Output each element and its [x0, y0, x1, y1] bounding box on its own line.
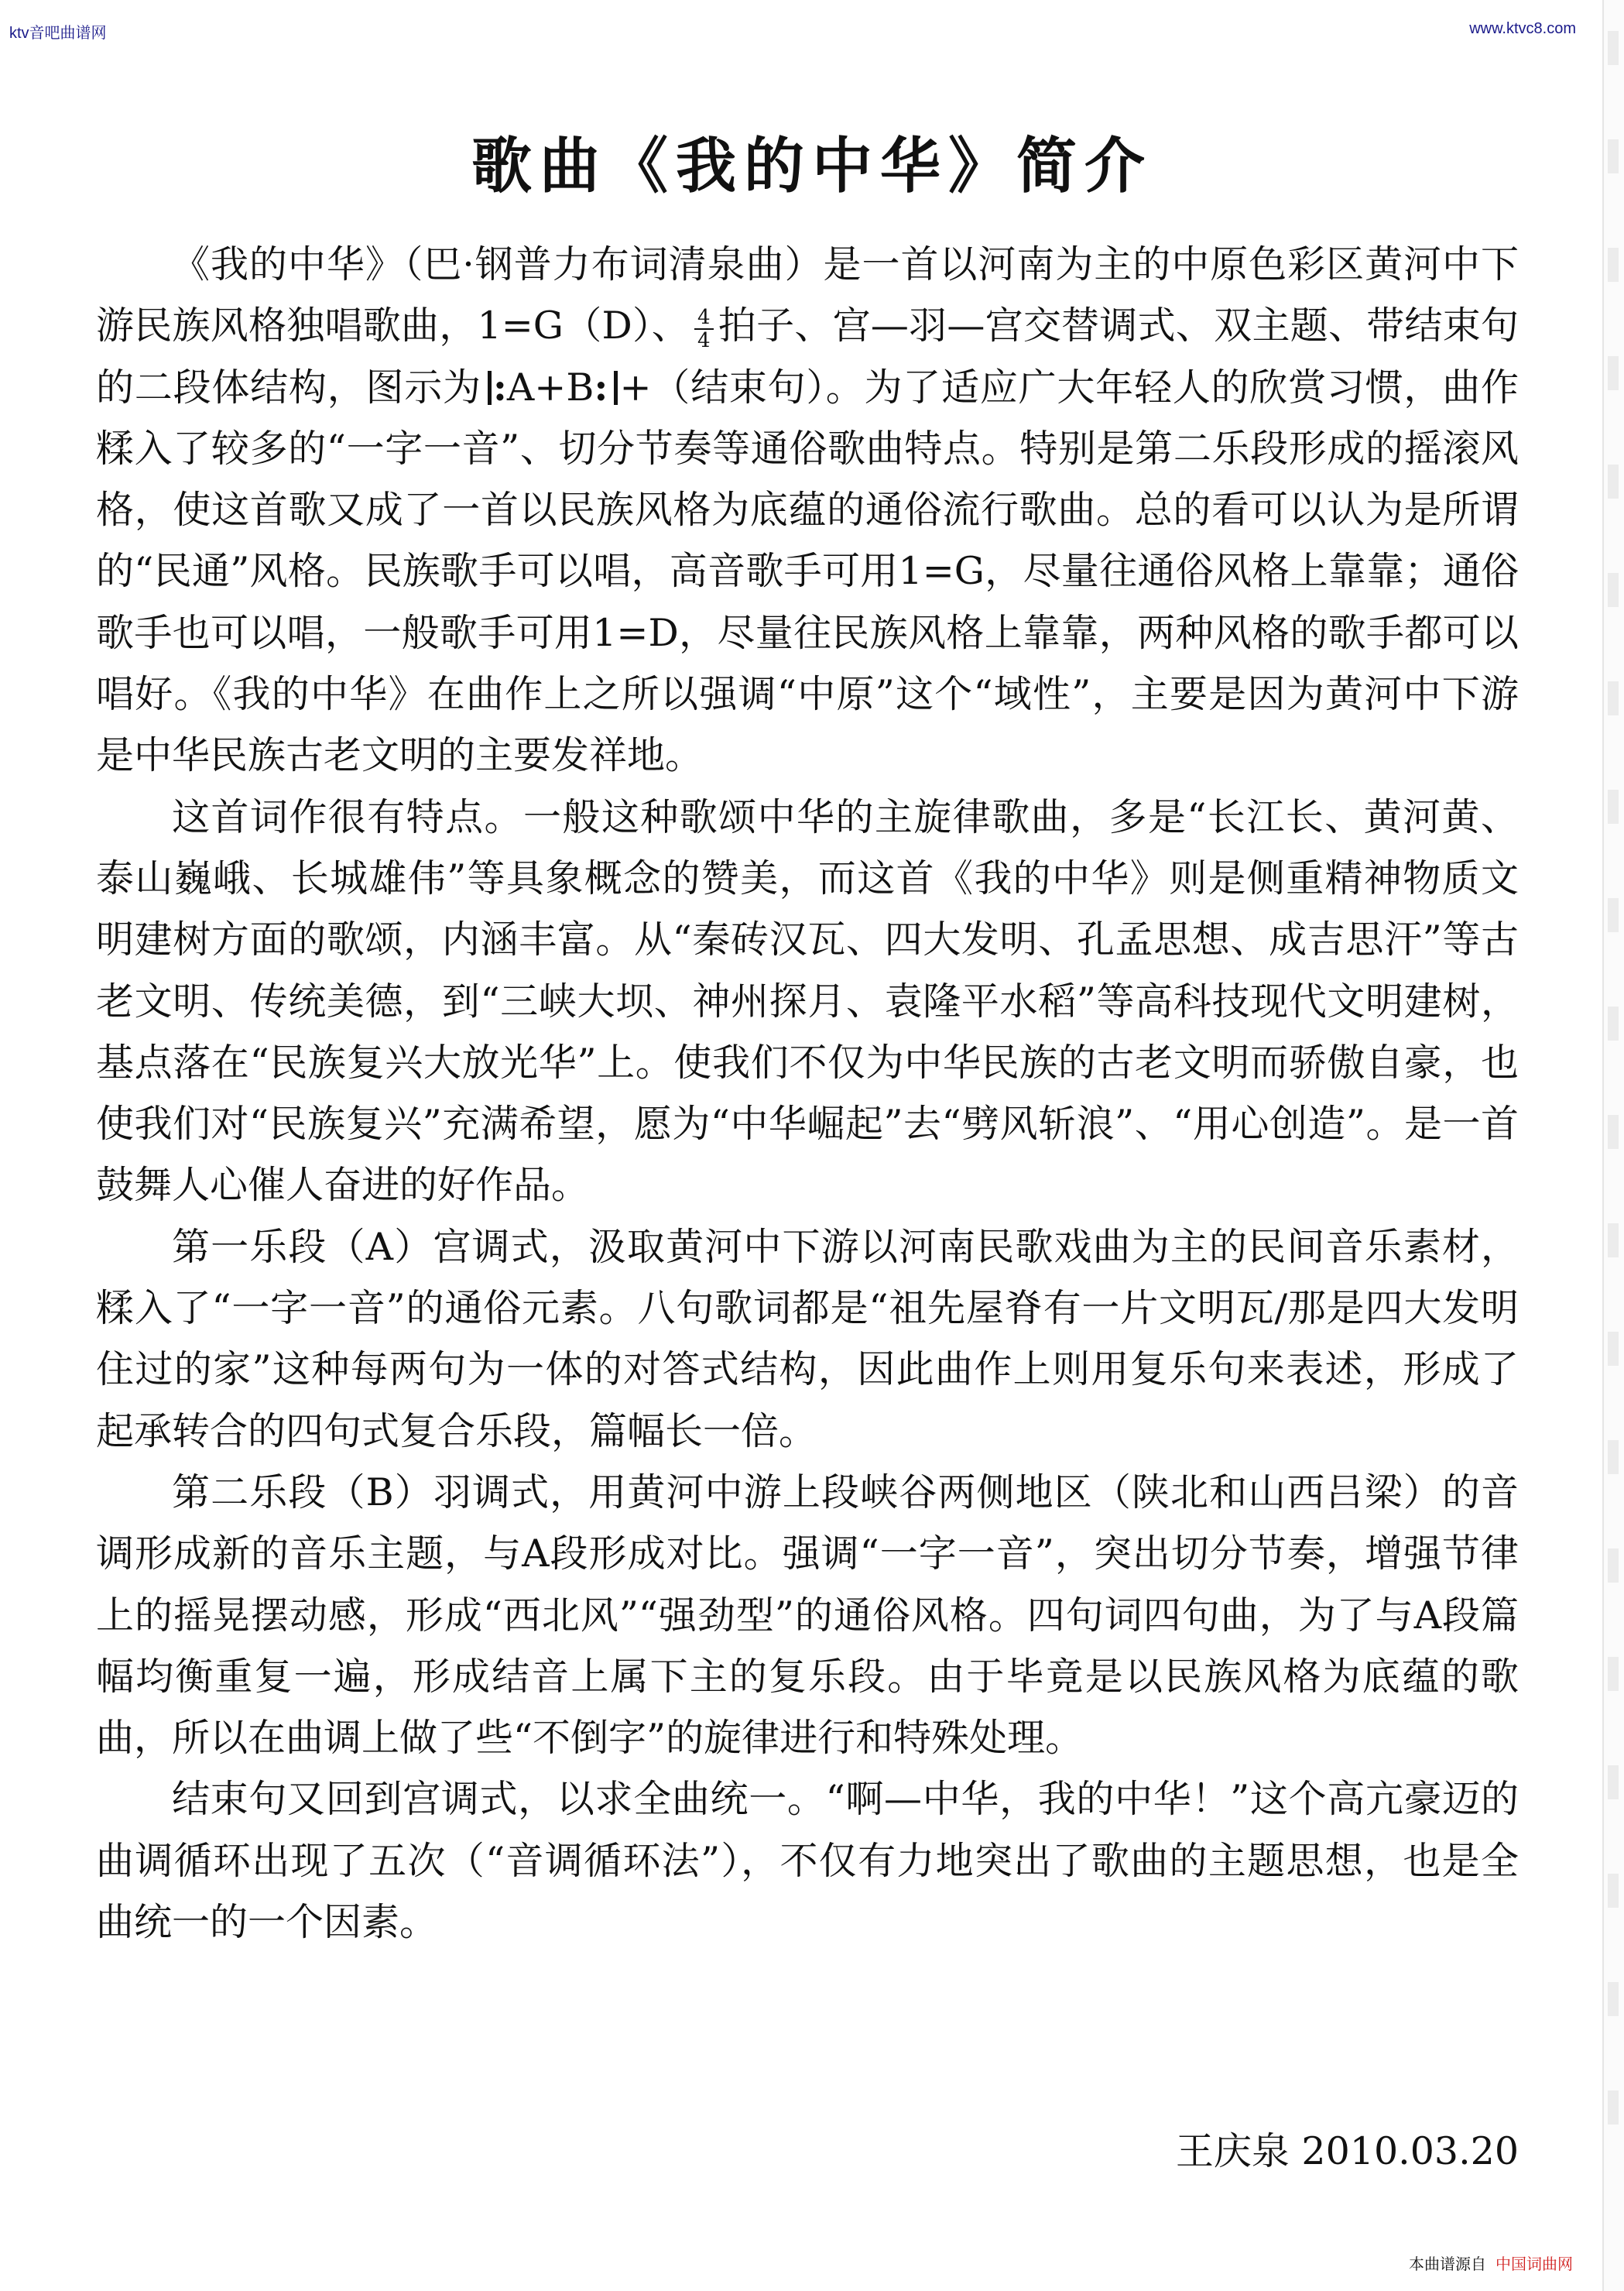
footer-source-site[interactable]: 中国词曲网	[1496, 2256, 1573, 2273]
top-left-site-label: ktv音吧曲谱网	[9, 25, 107, 42]
top-right-site-label: www.ktvc8.com	[1469, 20, 1576, 37]
time-signature-top: 4	[694, 307, 714, 330]
author-signature: 王庆泉 2010.03.20	[1175, 2129, 1519, 2173]
repeat-end-bar-icon	[614, 371, 618, 405]
paragraph-3: 第一乐段（A）宫调式，汲取黄河中下游以河南民歌戏曲为主的民间音乐素材，糅入了“一字一音”的通俗元素。八句歌词都是“祖先屋脊有一片文明瓦/那是四大发明住过的家”这种每两句为一体的对答式结构，因此曲作上则用复乐句来表述，形成了起承转合的四句式复合乐段，篇幅长一倍。	[96, 1224, 1519, 1453]
form-diagram: A+B	[506, 365, 594, 410]
repeat-end-dots-icon: :	[594, 364, 608, 410]
time-signature-bottom: 4	[697, 328, 711, 352]
repeat-start-dots-icon: :	[492, 364, 507, 410]
paragraph-1	[96, 234, 1519, 787]
page-edge-strip	[1602, 0, 1624, 2291]
paragraph-1-part-b: 拍子、宫—羽—宫交替调式、双主题、带结束句的二段体结构，图示为	[96, 304, 1519, 410]
article-body	[96, 234, 1519, 1953]
page-title: 歌曲《我的中华》简介	[471, 131, 1153, 202]
paragraph-1-part-c: +（结束句）。为了适应广大年轻人的欣赏习惯，曲作糅入了较多的“一字一音”、切分节奏等通俗歌曲特点。特别是第二乐段形成的摇滚风格，使这首歌又成了一首以民族风格为底蕴的通俗流行歌曲。总的看可以认为是所谓的“民通”风格。民族歌手可以唱，高音歌手可用1=G，尽量往通俗风格上靠靠；通俗歌手也可以唱，一般歌手可用1=D，尽量往民族风格上靠靠，两种风格的歌手都可以唱好。《我的中华》在曲作上之所以强调“中原”这个“域性”，主要是因为黄河中下游是中华民族古老文明的主要发祥地。	[96, 365, 1519, 778]
repeat-start-bar-icon	[488, 371, 492, 405]
paragraph-2: 这首词作很有特点。一般这种歌颂中华的主旋律歌曲，多是“长江长、黄河黄、泰山巍峨、长城雄伟”等具象概念的赞美，而这首《我的中华》则是侧重精神物质文明建树方面的歌颂，内涵丰富。从“秦砖汉瓦、四大发明、孔孟思想、成吉思汗”等古老文明、传统美德，到“三峡大坝、神州探月、袁隆平水稻”等高科技现代文明建树，基点落在“民族复兴大放光华”上。使我们不仅为中华民族的古老文明而骄傲自豪，也使我们对“民族复兴”充满希望，愿为“中华崛起”去“劈风斩浪”、“用心创造”。是一首鼓舞人心催人奋进的好作品。	[96, 794, 1519, 1208]
time-signature	[694, 307, 714, 352]
paragraph-5: 结束句又回到宫调式，以求全曲统一。“啊—中华，我的中华！”这个高亢豪迈的曲调循环出现了五次（“音调循环法”），不仅有力地突出了歌曲的主题思想，也是全曲统一的一个因素。	[96, 1777, 1519, 1945]
footer-source	[1409, 2252, 1573, 2274]
paragraph-4: 第二乐段（B）羽调式，用黄河中游上段峡谷两侧地区（陕北和山西吕梁）的音调形成新的音乐主题，与A段形成对比。强调“一字一音”，突出切分节奏，增强节律上的摇晃摆动感，形成“西北风”“强劲型”的通俗风格。四句词四句曲，为了与A段篇幅均衡重复一遍，形成结音上属下主的复乐段。由于毕竟是以民族风格为底蕴的歌曲，所以在曲调上做了些“不倒字”的旋律进行和特殊处理。	[96, 1470, 1519, 1761]
paragraph-1-part-a: 《我的中华》（巴·钢普力布词清泉曲）是一首以河南为主的中原色彩区黄河中下游民族风格独唱歌曲，1=G（D）、	[96, 242, 1519, 348]
footer-source-label: 本曲谱源自	[1409, 2256, 1486, 2273]
